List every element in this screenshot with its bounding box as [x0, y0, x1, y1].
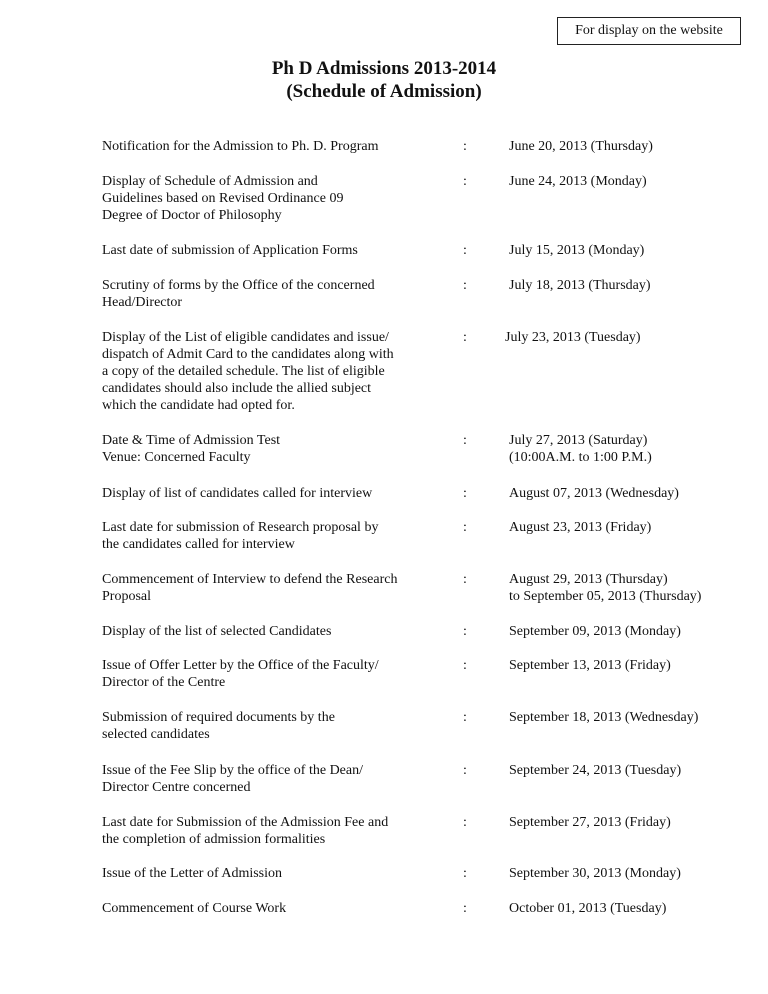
schedule-date: July 23, 2013 (Tuesday) [505, 330, 641, 345]
schedule-date: June 20, 2013 (Thursday) [509, 139, 653, 154]
schedule-event: Display of Schedule of Admission and Guidelines based on Revised Ordinance 09 Degree of Doctor of Philosophy [102, 174, 344, 223]
separator-colon: : [463, 624, 467, 639]
separator-colon: : [463, 330, 467, 345]
schedule-event: Last date of submission of Application Forms [102, 243, 358, 258]
schedule-event: Display of the list of selected Candidates [102, 624, 332, 639]
separator-colon: : [463, 901, 467, 916]
page-title: Ph D Admissions 2013-2014 [271, 58, 497, 79]
schedule-date: August 29, 2013 (Thursday) to September 05, 2013 (Thursday) [509, 572, 702, 604]
schedule-date: September 27, 2013 (Friday) [509, 815, 671, 830]
schedule-event: Issue of Offer Letter by the Office of the Faculty/ Director of the Centre [102, 658, 379, 690]
schedule-event: Scrutiny of forms by the Office of the concerned Head/Director [102, 278, 375, 310]
separator-colon: : [463, 572, 467, 587]
schedule-event: Commencement of Course Work [102, 901, 287, 916]
schedule-date: July 15, 2013 (Monday) [509, 243, 645, 258]
schedule-date: August 23, 2013 (Friday) [509, 520, 652, 535]
schedule-date: July 18, 2013 (Thursday) [509, 278, 651, 293]
schedule-event: Submission of required documents by the selected candidates [102, 710, 335, 742]
schedule-date: September 13, 2013 (Friday) [509, 658, 671, 673]
schedule-date: July 27, 2013 (Saturday) (10:00A.M. to 1:00 P.M.) [509, 433, 652, 465]
schedule-date: August 07, 2013 (Wednesday) [509, 486, 679, 501]
schedule-date: September 09, 2013 (Monday) [509, 624, 681, 639]
schedule-date: October 01, 2013 (Tuesday) [509, 901, 667, 916]
schedule-event: Issue of the Letter of Admission [102, 866, 283, 881]
separator-colon: : [463, 243, 467, 258]
separator-colon: : [463, 520, 467, 535]
separator-colon: : [463, 486, 467, 501]
separator-colon: : [463, 866, 467, 881]
schedule-event: Display of list of candidates called for interview [102, 486, 373, 501]
separator-colon: : [463, 815, 467, 830]
schedule-date: September 18, 2013 (Wednesday) [509, 710, 699, 725]
schedule-event: Date & Time of Admission Test Venue: Concerned Faculty [102, 433, 281, 465]
separator-colon: : [463, 278, 467, 293]
schedule-event: Notification for the Admission to Ph. D. Program [102, 139, 379, 154]
separator-colon: : [463, 710, 467, 725]
schedule-event: Issue of the Fee Slip by the office of the Dean/ Director Centre concerned [102, 763, 364, 795]
schedule-date: June 24, 2013 (Monday) [509, 174, 647, 189]
page-subtitle: (Schedule of Admission) [286, 81, 482, 102]
website-display-badge: For display on the website [557, 17, 741, 45]
schedule-event: Display of the List of eligible candidates and issue/ dispatch of Admit Card to the candidates along with a copy of the detailed schedule. The list of eligible candidates should also include the allied subject which the candidate had opted for. [102, 330, 394, 413]
separator-colon: : [463, 433, 467, 448]
separator-colon: : [463, 763, 467, 778]
separator-colon: : [463, 658, 467, 673]
schedule-event: Last date for Submission of the Admission Fee and the completion of admission formalities [102, 815, 389, 847]
schedule-date: September 24, 2013 (Tuesday) [509, 763, 682, 778]
schedule-event: Commencement of Interview to defend the Research Proposal [102, 572, 398, 604]
separator-colon: : [463, 139, 467, 154]
schedule-date: September 30, 2013 (Monday) [509, 866, 681, 881]
separator-colon: : [463, 174, 467, 189]
schedule-event: Last date for submission of Research proposal by the candidates called for interview [102, 520, 379, 552]
